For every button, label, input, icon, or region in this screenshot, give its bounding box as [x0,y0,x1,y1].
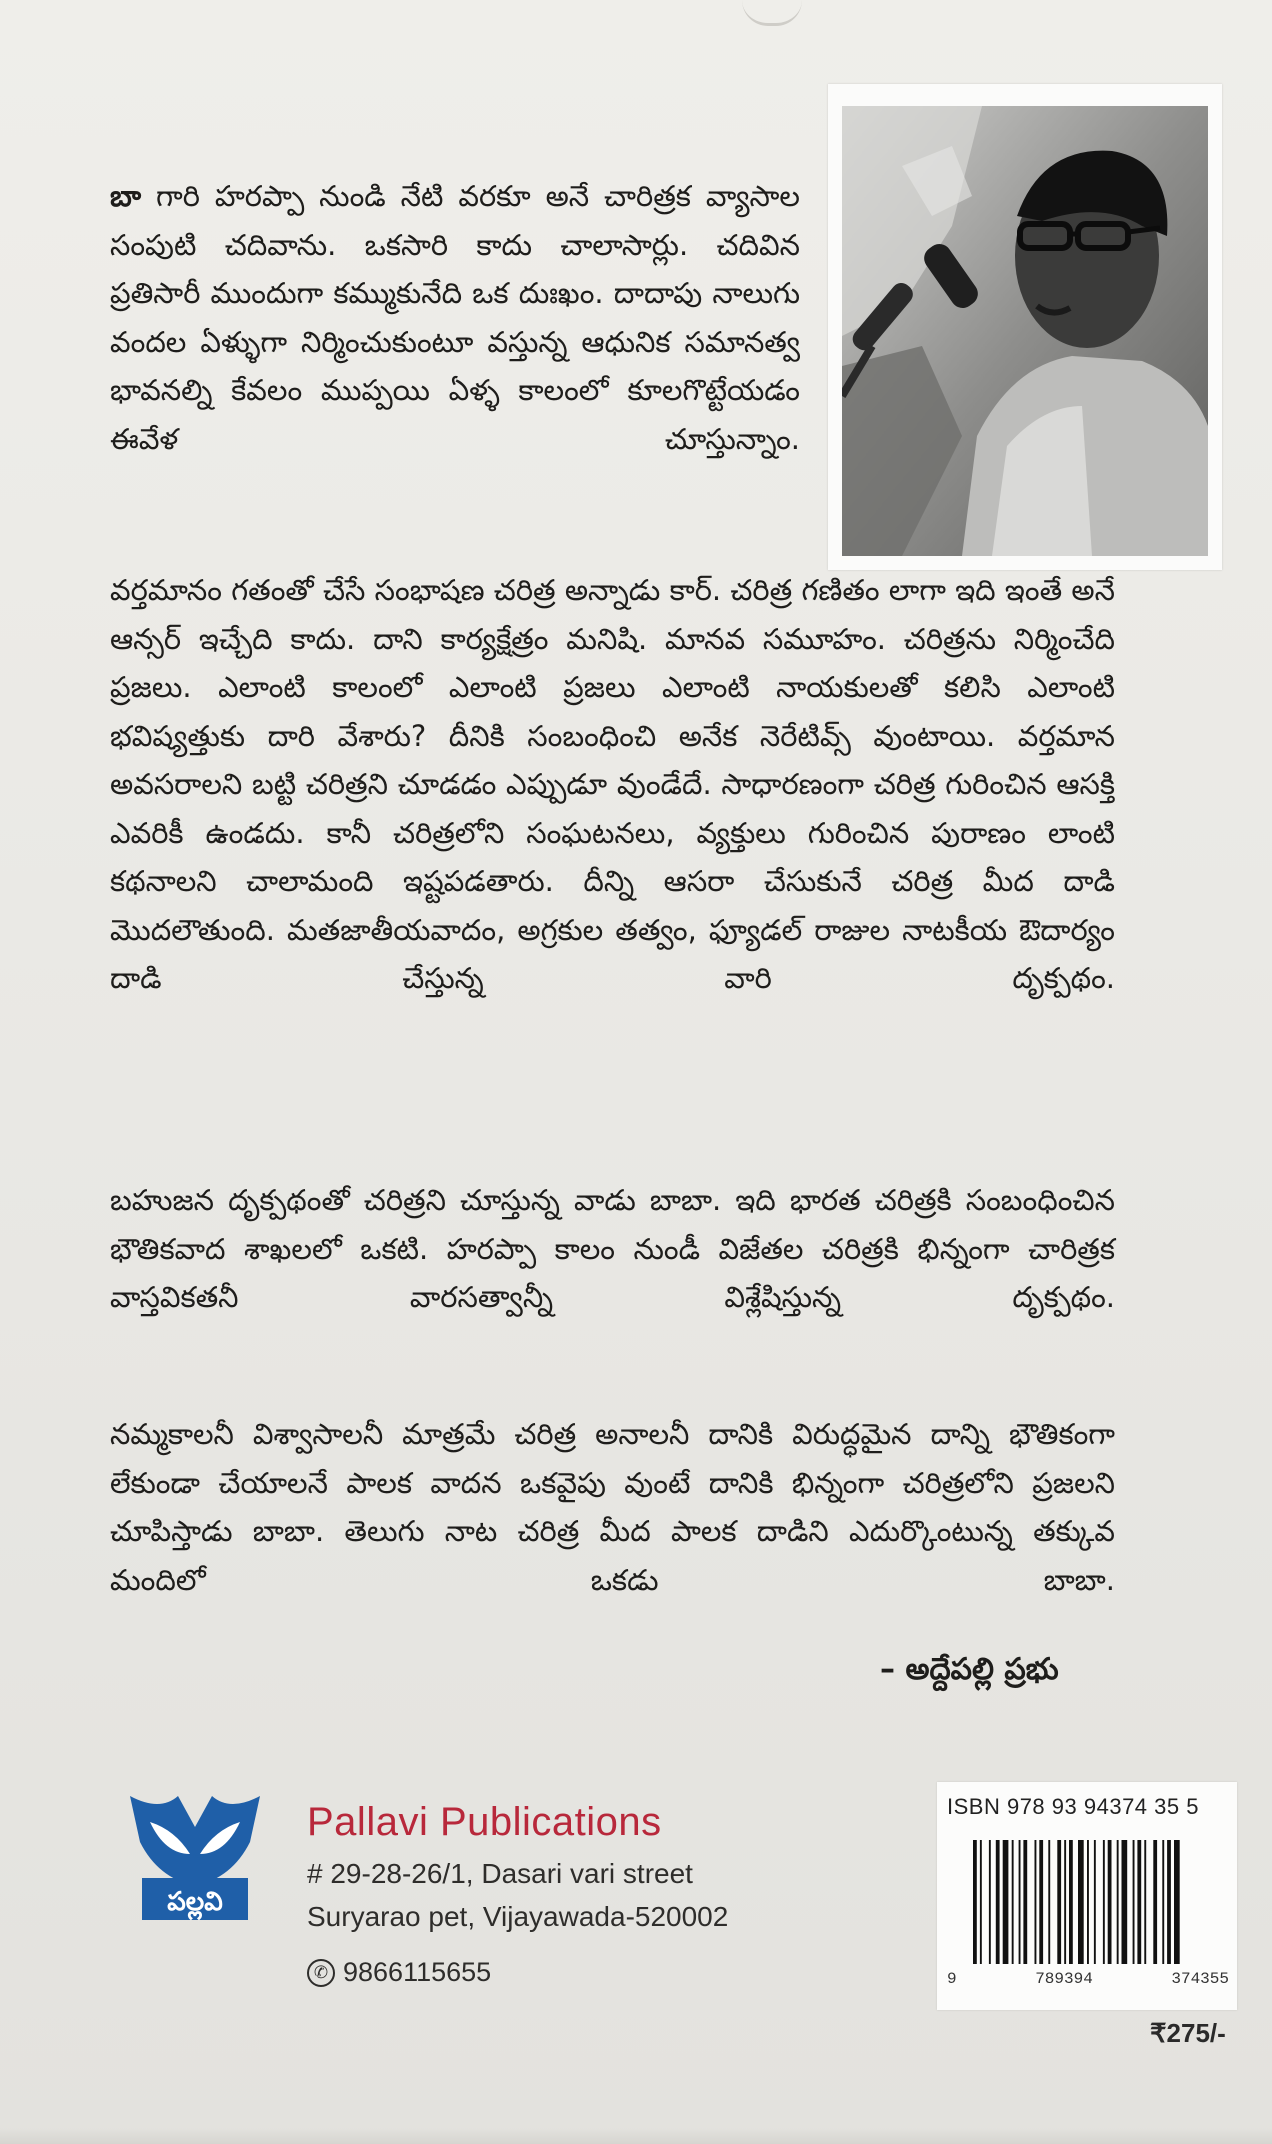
barcode-bar [1137,1840,1141,1964]
publisher-address-line-1: # 29-28-26/1, Dasari vari street [307,1858,693,1889]
barcode-bar [973,1840,977,1964]
author-photo [828,84,1222,570]
barcode-bar [1078,1840,1084,1964]
barcode-digit-left: 9 [947,1970,957,1988]
barcode-bar [996,1840,1000,1964]
isbn-label: ISBN 978 93 94374 35 5 [947,1794,1199,1819]
barcode-bar [1064,1840,1066,1964]
barcode-bar [989,1840,991,1964]
barcode-bar [1153,1840,1157,1964]
barcode-digits [947,1970,1229,1988]
price: ₹275/- [1150,2018,1226,2048]
barcode-bar [1133,1840,1135,1964]
barcode-bar [1048,1840,1050,1964]
barcode-digits-mid: 789394 [1035,1970,1093,1988]
barcode-bar [1039,1840,1043,1964]
binding-mark [742,0,802,26]
phone-icon: ✆ [307,1959,335,1987]
bottom-edge [0,2128,1272,2144]
barcode-bar [1057,1840,1061,1964]
barcode-bar [1108,1840,1112,1964]
barcode-bar [1003,1840,1009,1964]
publisher-name: Pallavi Publications [307,1800,662,1844]
paragraph-1 [110,172,800,463]
paragraph-1-lead: బా [110,179,142,213]
phone-number: 9866115655 [343,1957,492,1987]
barcode-bar [1117,1840,1119,1964]
barcode-bar [1035,1840,1037,1964]
pallavi-logo [120,1782,270,1932]
barcode-bar [1012,1840,1014,1964]
paragraph-1-text: గారి హరప్పా నుండి నేటి వరకూ అనే చారిత్రక వ్యాసాల సంపుటి చదివాను. ఒకసారి కాదు చాలాసార్లు. చదివిన ప్రతిసారీ ముందుగా కమ్ముకునేది ఒక దుఃఖం. దాదాపు నాలుగు వందల ఏళ్ళుగా నిర్మించుకుంటూ వస్తున్న ఆధునిక సమానత్వ భావనల్ని కేవలం ముప్పయి ఏళ్ళ కాలంలో కూలగొట్టేయడం ఈవేళ చూస్తున్నాం. [110,179,800,456]
barcode-bar [1069,1840,1073,1964]
paragraph-2: వర్తమానం గతంతో చేసే సంభాషణ చరిత్ర అన్నాడు కార్. చరిత్ర గణితం లాగా ఇది ఇంతే అనే ఆన్సర్ ఇచ్చేది కాదు. దాని కార్యక్షేత్రం మనిషి. మానవ సమూహం. చరిత్రను నిర్మించేది ప్రజలు. ఎలాంటి కాలంలో ఎలాంటి ప్రజలు ఎలాంటి నాయకులతో కలిసి ఎలాంటి భవిష్యత్తుకు దారి వేశారు? దీనికి సంబంధించి అనేక నెరేటివ్స్ వుంటాయి. వర్తమాన అవసరాలని బట్టి చరిత్రని చూడడం ఎప్పుడూ వుండేదే. సాధారణంగా చరిత్ర గురించిన ఆసక్తి ఎవరికీ ఉండదు. కానీ చరిత్రలోని సంఘటనలు, వ్యక్తులు గురించిన పురాణం లాంటి కథనాలని చాలామంది ఇష్టపడతారు. దీన్ని ఆసరా చేసుకునే చరిత్ర మీద దాడి మొదలౌతుంది. మతజాతీయవాదం, అగ్రకుల తత్వం, ఫ్యూడల్ రాజుల నాటకీయ ఔదార్యం దాడి చేస్తున్న వారి దృక్పథం. [110,573,1115,995]
barcode-bar [1167,1840,1171,1964]
author-portrait-image [842,106,1208,556]
barcode-digits-right: 374355 [1171,1970,1229,1988]
barcode-bar [1019,1840,1021,1964]
publisher-phone [307,1957,491,1988]
barcode-bar [1023,1840,1027,1964]
publisher-address-line-2: Suryarao pet, Vijayawada-520002 [307,1901,729,1932]
barcode-bar [1103,1840,1105,1964]
barcode-bar [1094,1840,1096,1964]
barcode-bar [980,1840,982,1964]
barcode [973,1840,1213,1964]
paragraph-4: నమ్మకాలనీ విశ్వాసాలనీ మాత్రమే చరిత్ర అనాలనీ దానికి విరుద్ధమైన దాన్ని భౌతికంగా లేకుండా చేయాలనే పాలక వాదన ఒకవైపు వుంటే దానికి భిన్నంగా చరిత్రలోని ప్రజలని చూపిస్తాడు బాబా. తెలుగు నాట చరిత్ర మీద పాలక దాడిని ఎదుర్కొంటున్న తక్కువ మందిలో ఒకడు బాబా. [110,1417,1115,1597]
barcode-bar [1174,1840,1180,1964]
barcode-bar [1087,1840,1089,1964]
paragraph-3: బహుజన దృక్పథంతో చరిత్రని చూస్తున్న వాడు బాబా. ఇది భారత చరిత్రకి సంబంధించిన భౌతికవాద శాఖలలో ఒకటి. హరప్పా కాలం నుండీ విజేతల చరిత్రకి భిన్నంగా చారిత్రక వాస్తవికతనీ వారసత్వాన్నీ విశ్లేషిస్తున్న దృక్పథం. [110,1183,1115,1314]
isbn-barcode-box [937,1782,1237,2010]
barcode-bar [1162,1840,1164,1964]
barcode-bar [1122,1840,1128,1964]
logo-text: పల్లవి [167,1887,223,1917]
barcode-bar [1144,1840,1146,1964]
author-signature: – అద్దేపల్లి ప్రభు [880,1652,1059,1687]
